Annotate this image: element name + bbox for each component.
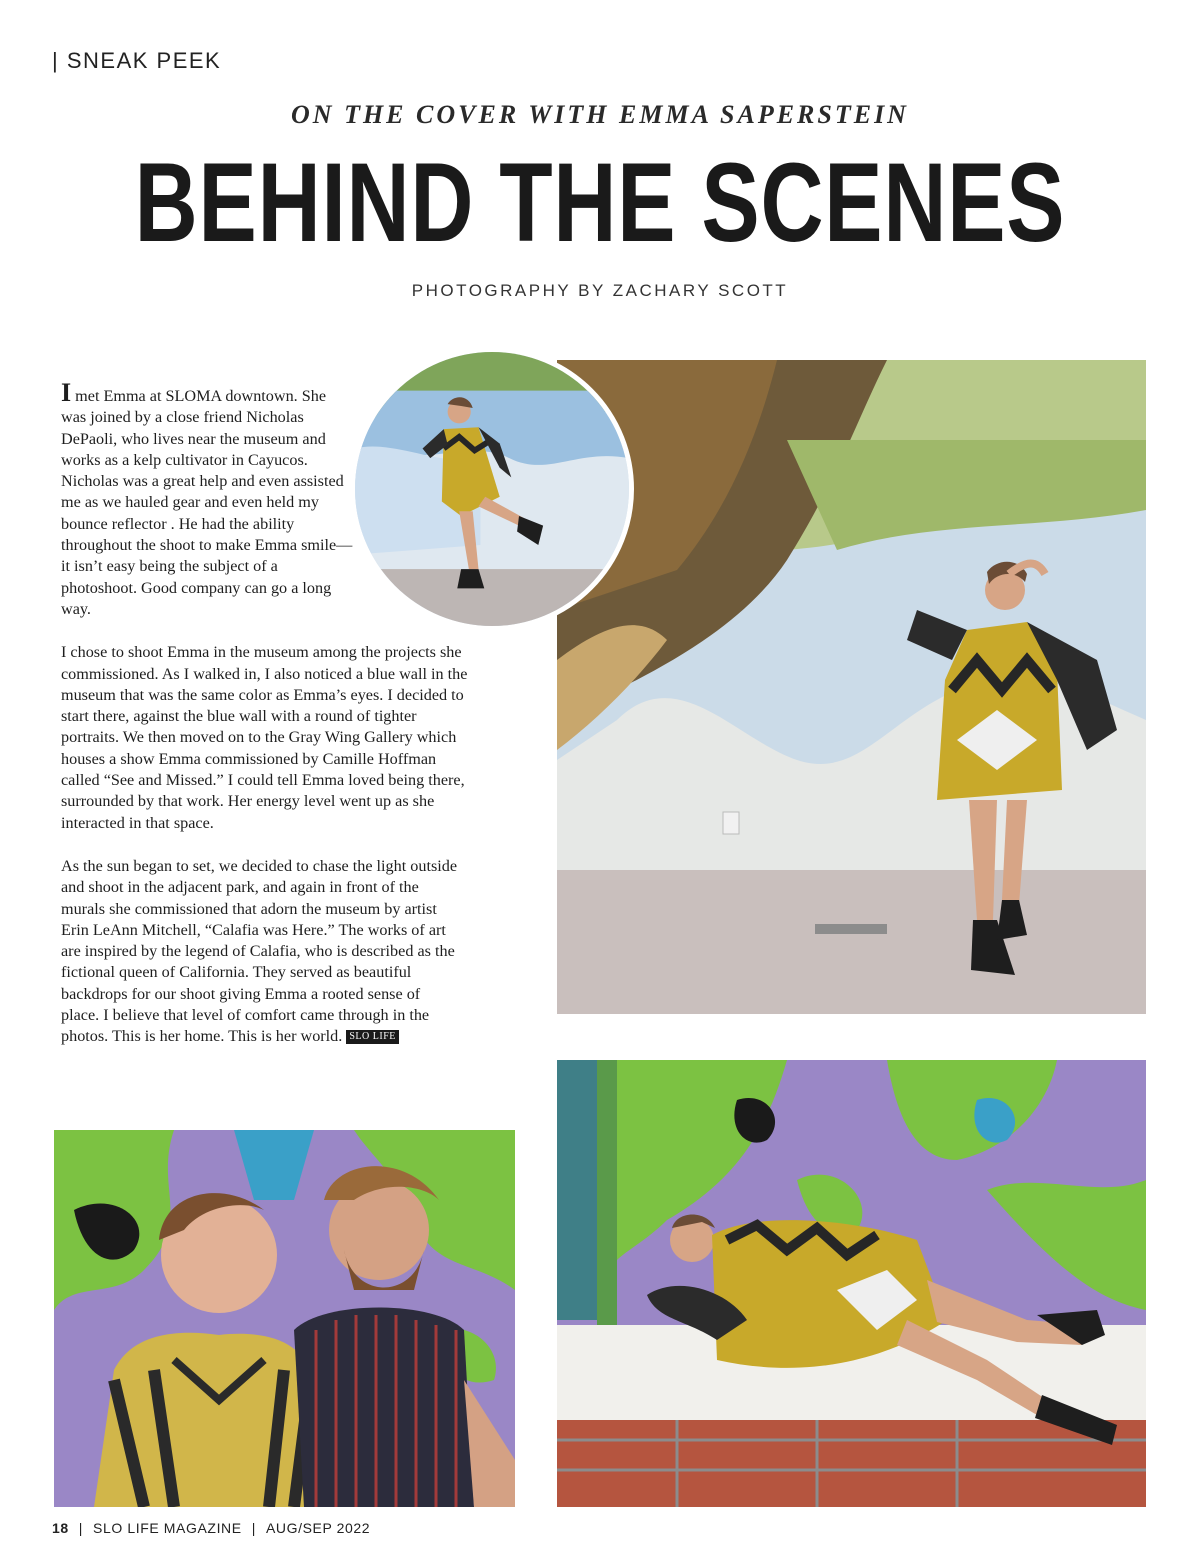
paragraph-1-text: met Emma at SLOMA downtown. She was joined by a close friend Nicholas DePaoli, who lives near the museum and works as a kelp cultivator in Cayucos. Nicholas was a great help and even assisted me as we hauled gear and even held my bounce reflector . He had the ability throughout the shoot to make Emma smile—it isn’t easy being the subject of a photoshoot. Good company can go a long way. — [61, 387, 353, 618]
page-footer — [52, 1520, 370, 1536]
photo-emma-gallery-wall-image — [557, 360, 1146, 1014]
footer-separator: | — [78, 1520, 84, 1536]
section-label: | SNEAK PEEK — [52, 48, 222, 73]
article-kicker: ON THE COVER WITH EMMA SAPERSTEIN — [291, 100, 909, 129]
photo-emma-and-nicholas-image — [54, 1130, 515, 1507]
paragraph-3-text: As the sun began to set, we decided to chase the light outside and shoot in the adjacent park, and again in front of the murals she commissioned that adorn the museum by artist Erin LeAnn Mitchell, “Calafia was Here.” The works of art are inspired by the legend of Calafia, who is described as the fictional queen of California. They served as beautiful backdrops for our shoot giving Emma a rooted sense of place. I believe that level of comfort came through in the photos. This is her home. This is her world. — [61, 856, 458, 1046]
photo-credit: PHOTOGRAPHY BY ZACHARY SCOTT — [411, 281, 789, 300]
drop-cap: I — [61, 378, 72, 407]
end-mark-badge: SLO LIFE — [346, 1030, 399, 1044]
photo-emma-blue-wall-inset — [350, 347, 634, 631]
photo-emma-blue-wall-inset-image — [355, 352, 629, 626]
photo-emma-gallery-wall — [557, 360, 1146, 1014]
footer-separator: | — [251, 1520, 256, 1536]
page-number: 18 — [52, 1520, 69, 1536]
issue-date: AUG/SEP 2022 — [265, 1520, 371, 1536]
photo-emma-and-nicholas — [54, 1130, 515, 1507]
article-headline: BEHIND THE SCENES — [134, 140, 1066, 265]
photo-emma-reclining-mural-image — [557, 1060, 1146, 1507]
article-paragraph-1 — [61, 378, 353, 620]
article-paragraph-2: I chose to shoot Emma in the museum among the projects she commissioned. As I walked in, I also noticed a blue wall in the museum that was the same color as Emma’s eyes. I decided to start there, against the blue wall with a round of tighter portraits. We then moved on to the Gray Wing Gallery which houses a show Emma commissioned by Camille Hoffman called “See and Missed.” I could tell Emma loved being there, surrounded by that work. Her energy level went up as she interacted in that space. — [61, 643, 468, 832]
publication-name: SLO LIFE MAGAZINE — [93, 1520, 242, 1536]
article-paragraph-3 — [61, 856, 461, 1048]
photo-emma-reclining-mural — [557, 1060, 1146, 1507]
